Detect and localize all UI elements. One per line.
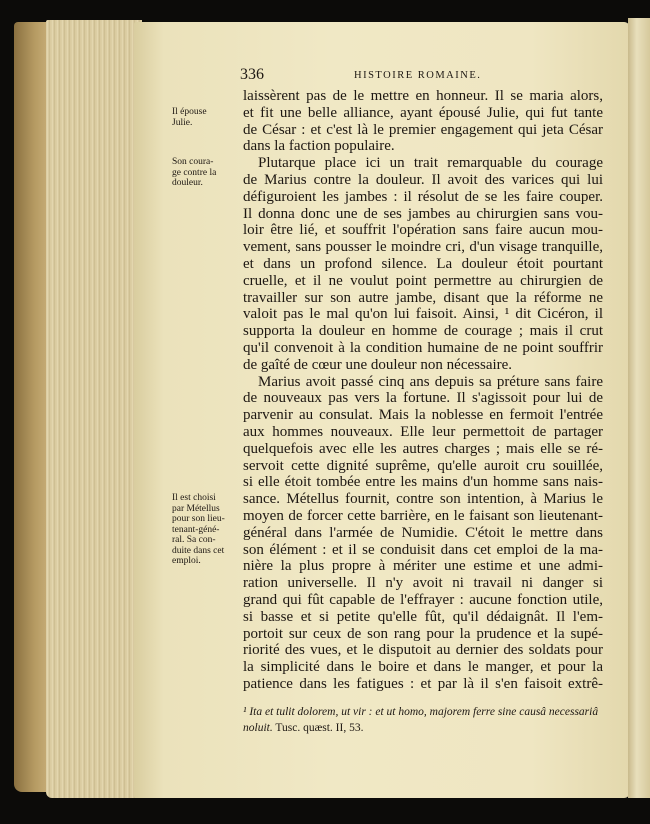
body-line: si elle étoit tombée entre les mains d'un homme sans nais- (243, 474, 603, 490)
body-line: défiguroient les jambes : il résolut de se les faire couper. (243, 189, 603, 205)
body-line: moyen de forcer cette barrière, en le faisant son lieutenant- (243, 508, 603, 524)
body-line: quelquefois avec elle les autres charges ; mais elle se ré- (243, 441, 603, 457)
body-line: si basse et si petite qu'elle fût, qu'il dédaignât. Il l'em- (243, 609, 603, 625)
page-number: 336 (240, 66, 264, 83)
margin-note-line: duite dans cet (172, 545, 225, 556)
body-line: aux hommes nouveaux. Elle leur permettoit de partager (243, 424, 603, 440)
footnote-text-cont: necessariâ noluit. (243, 706, 599, 734)
margin-note-line: par Métellus (172, 503, 220, 514)
footnote (243, 704, 609, 736)
body-line: général dans l'armée de Numidie. C'étoit le mettre dans (243, 525, 603, 541)
body-line: valoit pas le mal qu'on lui faisoit. Ainsi, ¹ dit Cicéron, il (243, 306, 603, 322)
margin-note-line: pour son lieu- (172, 514, 225, 524)
body-line: portoit sur ceux de son rang pour la prudence et la supé- (243, 626, 603, 642)
body-line: son élément : et il se conduisit dans cet emploi de la ma- (243, 542, 603, 558)
margin-note-line: ge contre la (172, 167, 217, 178)
body-line: laissèrent pas de le mettre en honneur. Il se maria alors, (243, 88, 603, 104)
margin-note-line: emploi. (172, 556, 201, 566)
body-line: parvenir au consulat. Mais la noblesse en fermoit l'entrée (243, 407, 603, 423)
margin-note-courage (172, 157, 244, 189)
body-line: qu'il convenoit à la condition humaine de ne point souffrir (243, 340, 603, 356)
margin-note-line: ral. Sa con- (172, 535, 216, 545)
body-line: ration universelle. Il n'y avoit ni travail ni danger si (243, 575, 603, 591)
body-line: nière la plus propre à mériter une estime et une admi- (243, 558, 603, 574)
body-line: cruelle, et il ne voulut point permettre au chirurgien de (243, 273, 603, 289)
body-line: de Marius contre la douleur. Il avoit des varices qui lui (243, 172, 603, 188)
body-line: de nouveaux pas vers la fortune. Il s'agissoit pour lui de (243, 390, 603, 406)
body-line: sance. Métellus fournit, contre son intention, à Marius le (243, 491, 603, 507)
margin-note-metellus (172, 493, 244, 567)
body-line: Plutarque place ici un trait remarquable du courage (258, 155, 603, 171)
body-line: loir être lié, et souffrit l'opération sans faire aucun mou- (243, 222, 603, 238)
margin-note-line: tenant-géné- (172, 524, 220, 535)
body-line: et dans un profond silence. La douleur étoit pourtant (243, 256, 603, 272)
body-line: servoit cette dignité suprême, qu'elle auroit cru souillée, (243, 458, 603, 474)
body-line: travailler sur son autre jambe, disant que la réforme ne (243, 290, 603, 306)
footnote-text: ¹ Ita et tulit dolorem, ut vir : et ut homo, majorem ferre sine causâ (243, 706, 547, 718)
margin-note-line: douleur. (172, 178, 203, 188)
margin-note-line: Il épouse (172, 107, 207, 117)
body-line: grand qui fût capable de l'effrayer : aucune fonction utile, (243, 592, 603, 608)
body-line: vement, sans pousser le moindre cri, d'un visage tranquille, (243, 239, 603, 255)
margin-note-julie (172, 107, 244, 128)
body-line: Il donna donc une de ses jambes au chirurgien sans vou- (243, 206, 603, 222)
body-line: supporta la douleur en homme de courage ; mais il crut (243, 323, 603, 339)
body-line: patience dans les fatigues : et par là il s'en faisoit extrê- (243, 676, 603, 692)
margin-note-line: Julie. (172, 117, 193, 128)
body-line: Marius avoit passé cinq ans depuis sa préture sans faire (258, 374, 603, 390)
body-line: de César : et c'est là le premier engagement qui jeta César (243, 122, 603, 138)
margin-note-line: Son coura- (172, 157, 214, 167)
body-line: la simplicité dans le boire et dans le manger, et pour la (243, 659, 603, 675)
margin-note-line: Il est choisi (172, 493, 216, 503)
body-line: dans la faction populaire. (243, 138, 395, 154)
body-line: de gaîté de cœur une douleur non nécessaire. (243, 357, 513, 373)
footnote-reference: Tusc. quæst. II, 53. (272, 722, 364, 734)
running-head (240, 66, 610, 88)
running-title: HISTOIRE ROMAINE. (354, 70, 482, 81)
body-line: et fit une belle alliance, ayant épousé Julie, qui fut tante (243, 105, 603, 121)
body-line: riorité des vues, et le disputoit au dernier des soldats pour (243, 642, 603, 658)
